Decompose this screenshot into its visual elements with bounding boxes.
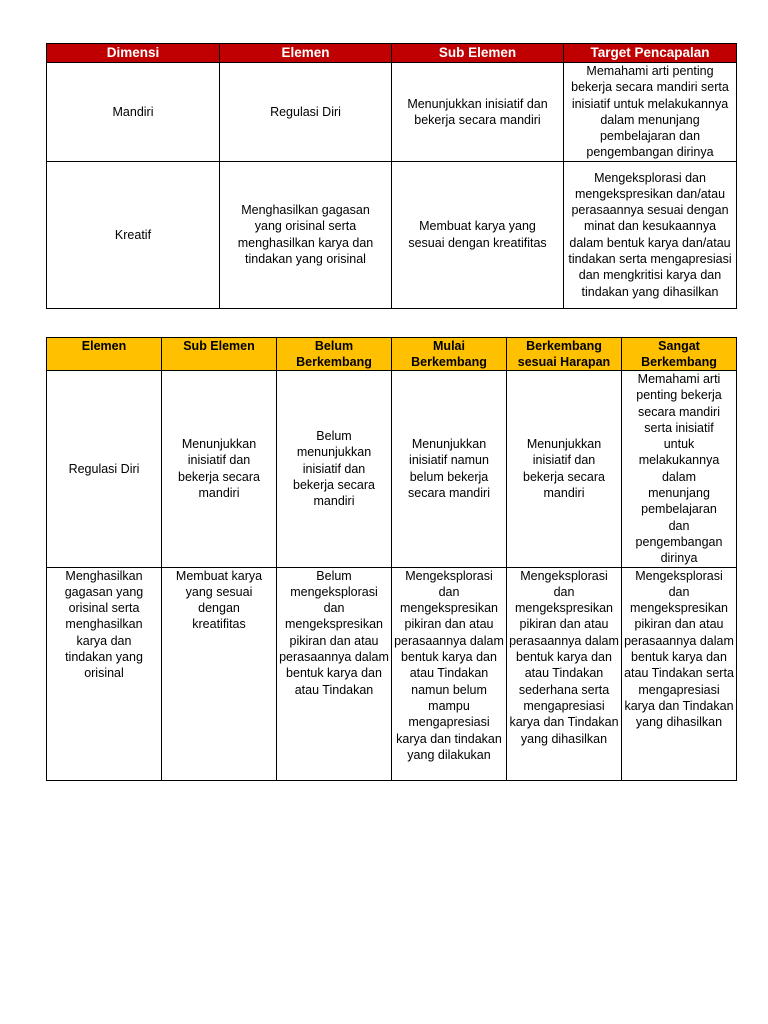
header-berkembang-sesuai-harapan: Berkembang sesuai Harapan [507, 338, 622, 371]
table-cell: Kreatif [47, 161, 220, 308]
table-cell: Belum mengeksplorasi dan mengekspresikan pikiran dan atau perasaannya dalam bentuk karya dan atau Tindakan [277, 567, 392, 780]
assessment-rubric-table [46, 337, 737, 781]
table-cell: Mengeksplorasi dan mengekspresikan pikiran dan atau perasaannya dalam bentuk karya dan atau Tindakan serta mengapresiasi karya dan Tindakan yang dihasilkan [622, 567, 737, 780]
table-cell: Menunjukkan inisiatif dan bekerja secara mandiri [392, 63, 564, 162]
header-elemen: Elemen [47, 338, 162, 371]
table-row [47, 63, 737, 162]
table-cell: Memahami arti penting bekerja secara mandiri serta inisiatif untuk melakukannya dalam menunjang pembelajaran dan pengembangan dirinya [622, 371, 737, 568]
table-cell: Belum menunjukkan inisiatif dan bekerja secara mandiri [277, 371, 392, 568]
table-cell: Mengeksplorasi dan mengekspresikan dan/atau perasaannya sesuai dengan minat dan kesukaannya dalam bentuk karya dan/atau tindakan serta mengapresiasi dan mengkritisi karya dan tindakan yang dihasilkan [564, 161, 737, 308]
header-belum-berkembang: Belum Berkembang [277, 338, 392, 371]
table-cell: Membuat karya yang sesuai dengan kreatifitas [392, 161, 564, 308]
table-cell: Menghasilkan gagasan yang orisinal serta menghasilkan karya dan tindakan yang orisinal [220, 161, 392, 308]
table-cell: Mengeksplorasi dan mengekspresikan pikiran dan atau perasaannya dalam bentuk karya dan atau Tindakan namun belum mampu mengapresiasi karya dan tindakan yang dilakukan [392, 567, 507, 780]
header-sangat-berkembang: Sangat Berkembang [622, 338, 737, 371]
table-cell: Regulasi Diri [220, 63, 392, 162]
table-cell: Mandiri [47, 63, 220, 162]
table-cell: Menghasilkan gagasan yang orisinal serta menghasilkan karya dan tindakan yang orisinal [47, 567, 162, 780]
table-row [47, 371, 737, 568]
header-dimensi: Dimensi [47, 44, 220, 63]
table-cell: Menunjukkan inisiatif dan bekerja secara mandiri [162, 371, 277, 568]
table-header-row [47, 44, 737, 63]
table-cell: Mengeksplorasi dan mengekspresikan pikiran dan atau perasaannya dalam bentuk karya dan atau Tindakan sederhana serta mengapresiasi karya dan Tindakan yang dihasilkan [507, 567, 622, 780]
header-sub-elemen: Sub Elemen [392, 44, 564, 63]
table-row [47, 567, 737, 780]
table-header-row [47, 338, 737, 371]
header-target-pencapaian: Target Pencapalan [564, 44, 737, 63]
table-row [47, 161, 737, 308]
table-cell: Regulasi Diri [47, 371, 162, 568]
table-cell: Membuat karya yang sesuai dengan kreatifitas [162, 567, 277, 780]
table-cell: Memahami arti penting bekerja secara mandiri serta inisiatif untuk melakukannya dalam menunjang pembelajaran dan pengembangan dirinya [564, 63, 737, 162]
header-sub-elemen: Sub Elemen [162, 338, 277, 371]
table-cell: Menunjukkan inisiatif namun belum bekerja secara mandiri [392, 371, 507, 568]
header-elemen: Elemen [220, 44, 392, 63]
header-mulai-berkembang: Mulai Berkembang [392, 338, 507, 371]
table-cell: Menunjukkan inisiatif dan bekerja secara mandiri [507, 371, 622, 568]
dimension-target-table [46, 43, 737, 309]
